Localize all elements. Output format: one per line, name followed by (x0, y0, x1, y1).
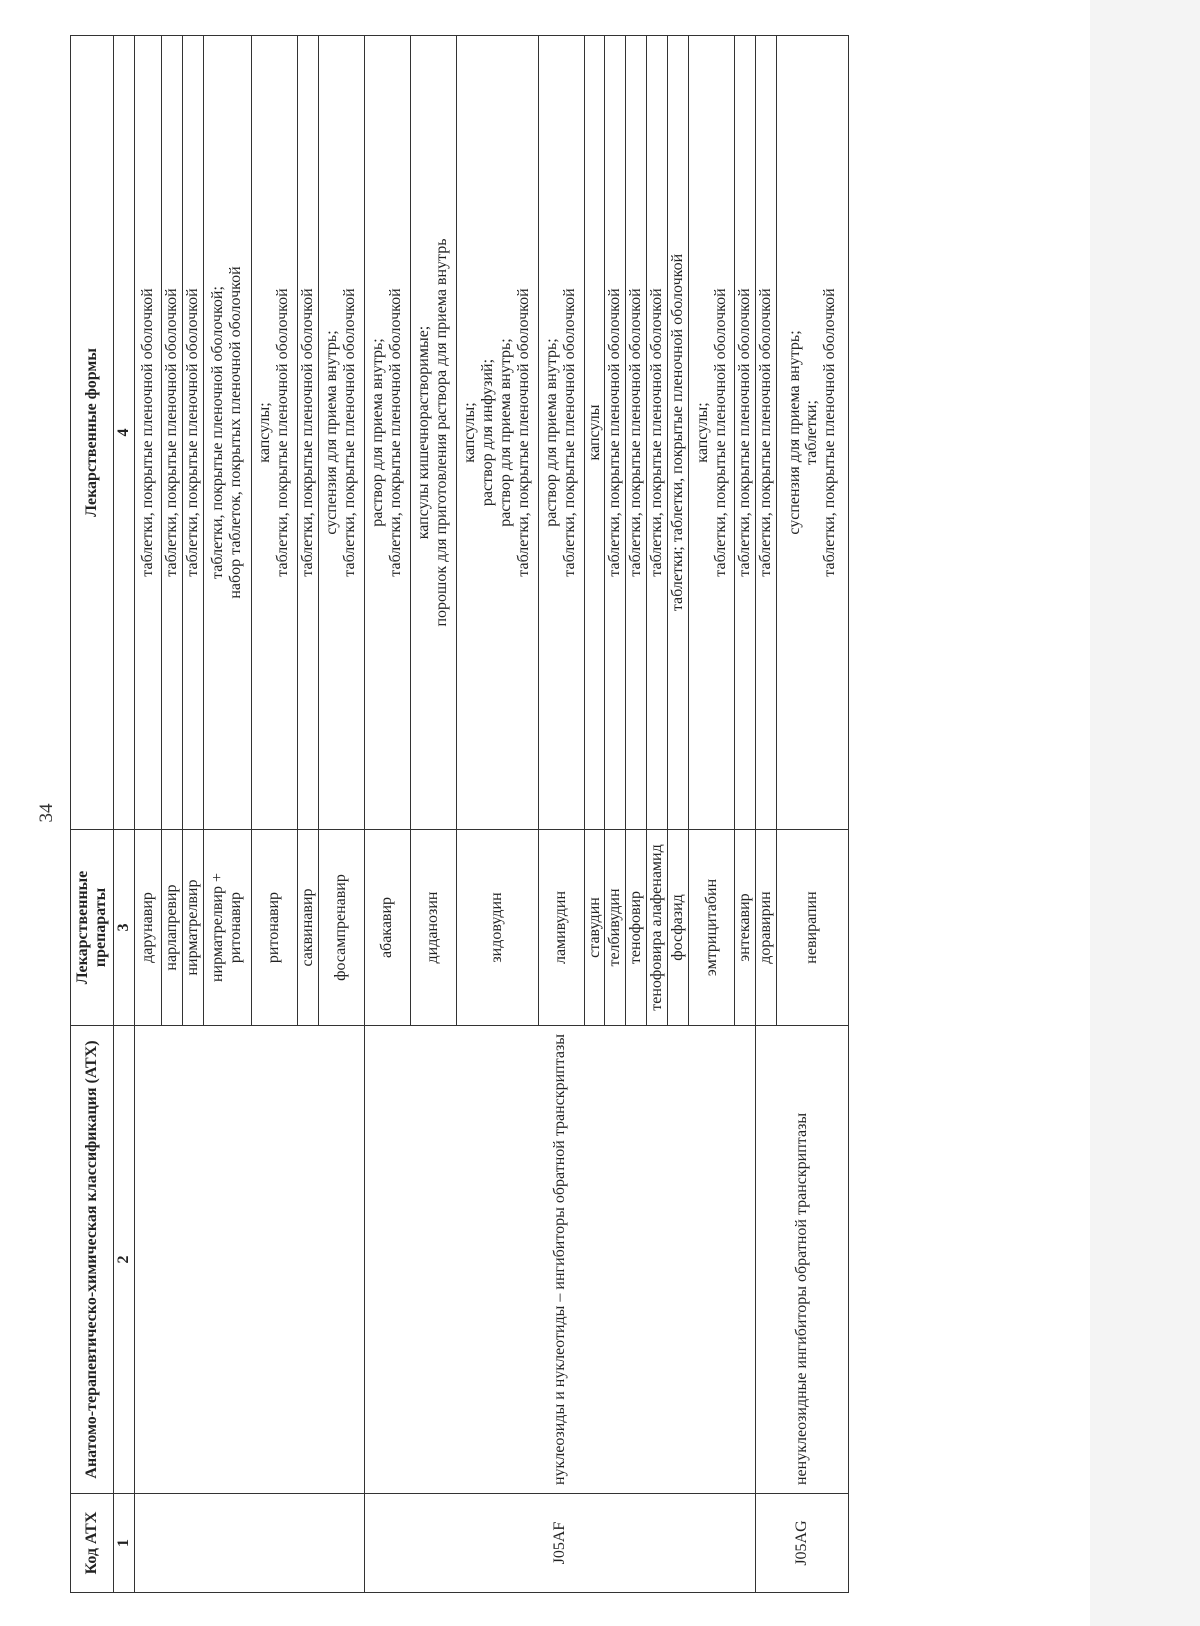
dosage-form-line: раствор для инфузий; (479, 358, 497, 507)
dosage-form-cell (364, 36, 410, 830)
drug-name-line: фосфазид (669, 894, 687, 961)
dosage-form-line: раствор для приема внутрь; (369, 338, 387, 527)
drug-name-cell (410, 830, 456, 1026)
drug-name-line: зидовудин (488, 892, 506, 963)
drug-name-cell (161, 830, 182, 1026)
dosage-form-cell (538, 36, 584, 830)
page-margin-strip (1090, 0, 1200, 1626)
dosage-form-cell (647, 36, 668, 830)
header-atx-classification: Анатомо-терапевтическо-химическая классификация (АТХ) (71, 1026, 114, 1494)
drug-name-cell (735, 830, 756, 1026)
drug-name-line: ставудин (585, 897, 603, 958)
drug-name-cell (203, 830, 251, 1026)
table-row (755, 36, 776, 1593)
dosage-form-cell (134, 36, 161, 830)
dosage-form-cell (626, 36, 647, 830)
dosage-form-line: таблетки, покрытые пленочной оболочкой (162, 288, 180, 577)
drug-name-line: нирматрелвир (183, 879, 201, 976)
dosage-form-line: таблетки, покрытые пленочной оболочкой (387, 288, 405, 577)
dosage-form-line: таблетки; (803, 400, 821, 465)
header-drugs: Лекарственные препараты (71, 830, 114, 1026)
column-number-3: 3 (113, 830, 134, 1026)
drug-name-line: дарунавир (138, 892, 156, 963)
dosage-form-line: таблетки, покрытые пленочной оболочкой (711, 288, 729, 577)
dosage-form-line: раствор для приема внутрь; (497, 338, 515, 527)
atx-classification-cell: ненуклеозидные ингибиторы обратной транскриптазы (755, 1026, 848, 1494)
dosage-form-line: суспензия для приема внутрь; (323, 330, 341, 535)
dosage-form-line: суспензия для приема внутрь; (785, 330, 803, 535)
drug-name-cell (134, 830, 161, 1026)
drug-name-line: эмтрицитабин (702, 878, 720, 977)
dosage-form-cell (203, 36, 251, 830)
drug-name-line: нирматрелвир + (209, 873, 227, 982)
atx-code-cell: J05AF (364, 1494, 755, 1593)
drug-name-line: энтекавир (736, 893, 754, 962)
drug-name-cell (182, 830, 203, 1026)
dosage-form-cell (735, 36, 756, 830)
dosage-form-cell (318, 36, 364, 830)
drug-name-cell (251, 830, 297, 1026)
dosage-form-line: таблетки, покрытые пленочной оболочкой (274, 288, 292, 577)
drug-name-cell (755, 830, 776, 1026)
dosage-form-line: капсулы; (461, 402, 479, 463)
drug-name-line: абакавир (378, 896, 396, 959)
dosage-form-line: таблетки, покрытые пленочной оболочкой (648, 288, 666, 577)
drug-name-cell (456, 830, 538, 1026)
page-number: 34 (36, 803, 57, 823)
dosage-form-cell (251, 36, 297, 830)
header-atx-code: Код АТХ (71, 1494, 114, 1593)
drug-name-line: нарлапревир (162, 884, 180, 971)
drug-name-cell (584, 830, 605, 1026)
column-number-2: 2 (113, 1026, 134, 1494)
dosage-form-line: таблетки, покрытые пленочной оболочкой (138, 288, 156, 577)
dosage-form-line: таблетки, покрытые пленочной оболочкой (561, 288, 579, 577)
dosage-form-line: порошок для приготовления раствора для приема внутрь (433, 238, 451, 627)
drug-name-line: телбивудин (606, 888, 624, 967)
drug-name-line: ламивудин (552, 890, 570, 965)
drug-name-cell (626, 830, 647, 1026)
drug-name-cell (318, 830, 364, 1026)
drug-name-cell (776, 830, 848, 1026)
dosage-form-cell (161, 36, 182, 830)
column-number-1: 1 (113, 1494, 134, 1593)
dosage-form-cell (182, 36, 203, 830)
dosage-form-cell (584, 36, 605, 830)
drug-name-line: фосампренавир (332, 874, 350, 981)
header-dosage-forms: Лекарственные формы (71, 36, 114, 830)
dosage-form-line: капсулы (585, 404, 603, 461)
column-number-row (113, 36, 134, 1593)
dosage-form-line: капсулы кишечнорастворимые; (415, 325, 433, 540)
column-number-4: 4 (113, 36, 134, 830)
dosage-form-line: таблетки, покрытые пленочной оболочкой (821, 288, 839, 577)
drug-name-line: тенофовира алафенамид (648, 844, 666, 1011)
dosage-form-line: таблетки, покрытые пленочной оболочкой (298, 288, 316, 577)
dosage-form-cell (668, 36, 689, 830)
drug-name-line: ритонавир (265, 891, 283, 964)
dosage-form-cell (297, 36, 318, 830)
dosage-form-line: капсулы; (256, 402, 274, 463)
drug-name-cell (668, 830, 689, 1026)
dosage-form-line: таблетки, покрытые пленочной оболочкой (341, 288, 359, 577)
drug-name-cell (364, 830, 410, 1026)
drug-name-line: диданозин (424, 891, 442, 964)
atx-code-cell (134, 1494, 364, 1593)
drug-name-line: саквинавир (298, 888, 316, 967)
atx-classification-cell: нуклеозиды и нуклеотиды – ингибиторы обратной транскриптазы (364, 1026, 755, 1494)
dosage-form-line: таблетки, покрытые пленочной оболочкой (183, 288, 201, 577)
drug-name-cell (647, 830, 668, 1026)
dosage-form-line: таблетки, покрытые пленочной оболочкой (756, 288, 774, 577)
drug-name-cell (605, 830, 626, 1026)
dosage-form-line: таблетки; таблетки, покрытые пленочной оболочкой (669, 253, 687, 612)
atx-classification-cell (134, 1026, 364, 1494)
dosage-form-line: таблетки, покрытые пленочной оболочкой (606, 288, 624, 577)
dosage-form-line: таблетки, покрытые пленочной оболочкой (514, 288, 532, 577)
drug-name-line: доравирин (756, 891, 774, 964)
dosage-form-cell (776, 36, 848, 830)
dosage-form-cell (605, 36, 626, 830)
dosage-form-cell (410, 36, 456, 830)
header-row (71, 36, 114, 1593)
dosage-form-cell (689, 36, 735, 830)
table-body (134, 36, 848, 1593)
dosage-form-line: таблетки, покрытые пленочной оболочкой (627, 288, 645, 577)
drug-name-cell (538, 830, 584, 1026)
dosage-form-line: раствор для приема внутрь; (543, 338, 561, 527)
dosage-form-line: капсулы; (693, 402, 711, 463)
drug-name-line: невирапин (803, 891, 821, 964)
drug-name-line: ритонавир (227, 891, 245, 964)
table-row (134, 36, 161, 1593)
table-row (364, 36, 410, 1593)
drug-name-line: тенофовир (627, 890, 645, 965)
dosage-form-line: таблетки, покрытые пленочной оболочкой; (209, 286, 227, 579)
dosage-form-cell (456, 36, 538, 830)
drug-name-cell (297, 830, 318, 1026)
atx-code-cell: J05AG (755, 1494, 848, 1593)
dosage-form-cell (755, 36, 776, 830)
drug-table (70, 35, 849, 1593)
dosage-form-line: таблетки, покрытые пленочной оболочкой (736, 288, 754, 577)
dosage-form-line: набор таблеток, покрытых пленочной оболочкой (227, 266, 245, 599)
drug-name-cell (689, 830, 735, 1026)
